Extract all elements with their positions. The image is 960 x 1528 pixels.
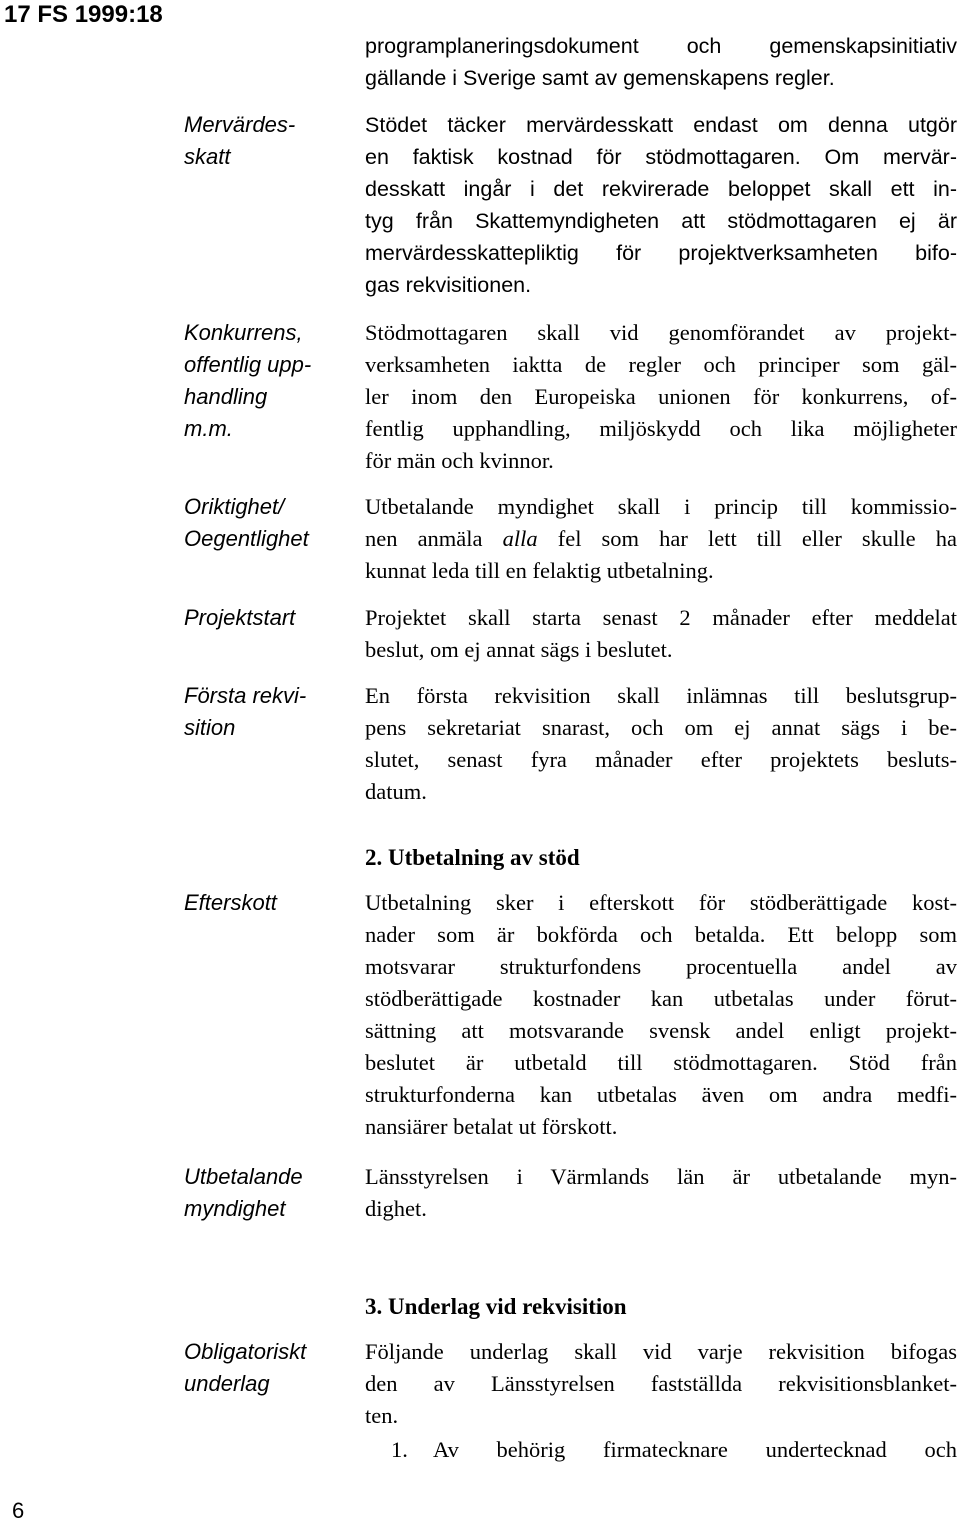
margin-note-projektstart xyxy=(184,602,356,634)
margin-note-line: sition xyxy=(184,715,236,740)
text-line: stödberättigade kostnader kan utbetalas under förut- xyxy=(365,986,957,1011)
paragraph-underlag xyxy=(365,1336,957,1432)
margin-note-line: offentlig upp- xyxy=(184,352,312,377)
margin-note-line: underlag xyxy=(184,1371,270,1396)
text-line: den av Länsstyrelsen fastställda rekvisitionsblanket- xyxy=(365,1371,957,1396)
margin-note-line: m.m. xyxy=(184,416,233,441)
margin-note-line: Oriktighet/ xyxy=(184,494,285,519)
text-line: ler inom den Europeiska unionen för konkurrens, of- xyxy=(365,384,957,409)
text-line: desskatt ingår i det rekvirerade beloppet skall ett in- xyxy=(365,177,957,201)
paragraph-projektstart xyxy=(365,602,957,666)
text-line: gällande i Sverige samt av gemenskapens regler. xyxy=(365,66,835,90)
paragraph-mervardesskatt xyxy=(365,109,957,301)
margin-note-mervardesskatt xyxy=(184,109,356,173)
margin-note-line: handling xyxy=(184,384,268,409)
text-line: nader som är bokförda och betalda. Ett belopp som xyxy=(365,922,957,947)
text-fragment: fel som har lett till eller skulle ha xyxy=(537,526,957,551)
margin-note-line: Oegentlighet xyxy=(184,526,309,551)
emphasis-alla: alla xyxy=(502,526,538,551)
text-line: en faktisk kostnad för stödmottagaren. Om mervär- xyxy=(365,145,957,169)
text-line: beslut, om ej annat sägs i beslutet. xyxy=(365,637,673,662)
margin-note-obligatoriskt-underlag xyxy=(184,1336,356,1400)
text-line: ten. xyxy=(365,1403,399,1428)
list-item-number: 1. xyxy=(391,1437,408,1462)
text-line: tyg från Skattemyndigheten att stödmottagaren ej är xyxy=(365,209,957,233)
text-line: för män och kvinnor. xyxy=(365,448,554,473)
margin-note-line: Utbetalande xyxy=(184,1164,303,1189)
margin-note-line: Konkurrens, xyxy=(184,320,303,345)
text-line: datum. xyxy=(365,779,427,804)
text-line: pens sekretariat snarast, och om ej annat sägs i be- xyxy=(365,715,957,740)
paragraph-forsta-rekvisition xyxy=(365,680,957,808)
margin-note-efterskott xyxy=(184,887,356,919)
text-line: Länsstyrelsen i Värmlands län är utbetalande myn- xyxy=(365,1164,957,1189)
text-line: nansiärer betalat ut förskott. xyxy=(365,1114,618,1139)
text-line: En första rekvisition skall inlämnas till beslutsgrup- xyxy=(365,683,957,708)
margin-note-line: Projektstart xyxy=(184,605,296,630)
paragraph-regulations xyxy=(365,30,957,94)
text-line: slutet, senast fyra månader efter projektets besluts- xyxy=(365,747,957,772)
text-line: Stödmottagaren skall vid genomförandet av projekt- xyxy=(365,320,957,345)
text-line: Följande underlag skall vid varje rekvisition bifogas xyxy=(365,1339,957,1364)
text-line: fentlig upphandling, miljöskydd och lika möjligheter xyxy=(365,416,957,441)
margin-note-line: skatt xyxy=(184,144,231,169)
text-line: Projektet skall starta senast 2 månader efter meddelat xyxy=(365,605,957,630)
text-line: verksamheten iaktta de regler och principer som gäl- xyxy=(365,352,957,377)
list-item-text: Av behörig firmatecknare undertecknad och xyxy=(433,1437,957,1462)
margin-note-line: Mervärdes- xyxy=(184,112,296,137)
text-line: Utbetalande myndighet skall i princip till kommissio- xyxy=(365,494,957,519)
section-heading-3: 3. Underlag vid rekvisition xyxy=(365,1294,627,1319)
text-line: strukturfonderna kan utbetalas även om andra medfi- xyxy=(365,1082,957,1107)
margin-note-line: Obligatoriskt xyxy=(184,1339,307,1364)
text-line: dighet. xyxy=(365,1196,427,1221)
section-heading-2: 2. Utbetalning av stöd xyxy=(365,845,580,870)
text-line: Utbetalning sker i efterskott för stödberättigade kost- xyxy=(365,890,957,915)
margin-note-oriktighet xyxy=(184,491,356,555)
paragraph-oriktighet xyxy=(365,491,957,587)
paragraph-efterskott xyxy=(365,887,957,1143)
text-line xyxy=(365,523,957,555)
margin-note-line: Efterskott xyxy=(184,890,277,915)
margin-note-line: myndighet xyxy=(184,1196,286,1221)
text-line: mervärdesskattepliktig för projektverksamheten bifo- xyxy=(365,241,957,265)
text-fragment: nen anmäla xyxy=(365,526,503,551)
text-line: motsvarar strukturfondens procentuella andel av xyxy=(365,954,957,979)
paragraph-utbetalande-myndighet xyxy=(365,1161,957,1225)
margin-note-konkurrens xyxy=(184,317,356,445)
paragraph-konkurrens xyxy=(365,317,957,477)
page-header: 17 FS 1999:18 xyxy=(4,1,163,28)
text-line: kunnat leda till en felaktig utbetalning. xyxy=(365,558,714,583)
margin-note-utbetalande-myndighet xyxy=(184,1161,356,1225)
text-line: beslutet är utbetald till stödmottagaren. Stöd från xyxy=(365,1050,957,1075)
text-line: programplaneringsdokument och gemenskapsinitiativ xyxy=(365,34,957,58)
text-line: sättning att motsvarande svensk andel enligt projekt- xyxy=(365,1018,957,1043)
margin-note-line: Första rekvi- xyxy=(184,683,307,708)
page-number: 6 xyxy=(12,1498,25,1523)
margin-note-forsta-rekvisition xyxy=(184,680,356,744)
text-line: gas rekvisitionen. xyxy=(365,273,532,297)
text-line: Stödet täcker mervärdesskatt endast om denna utgör xyxy=(365,113,957,137)
